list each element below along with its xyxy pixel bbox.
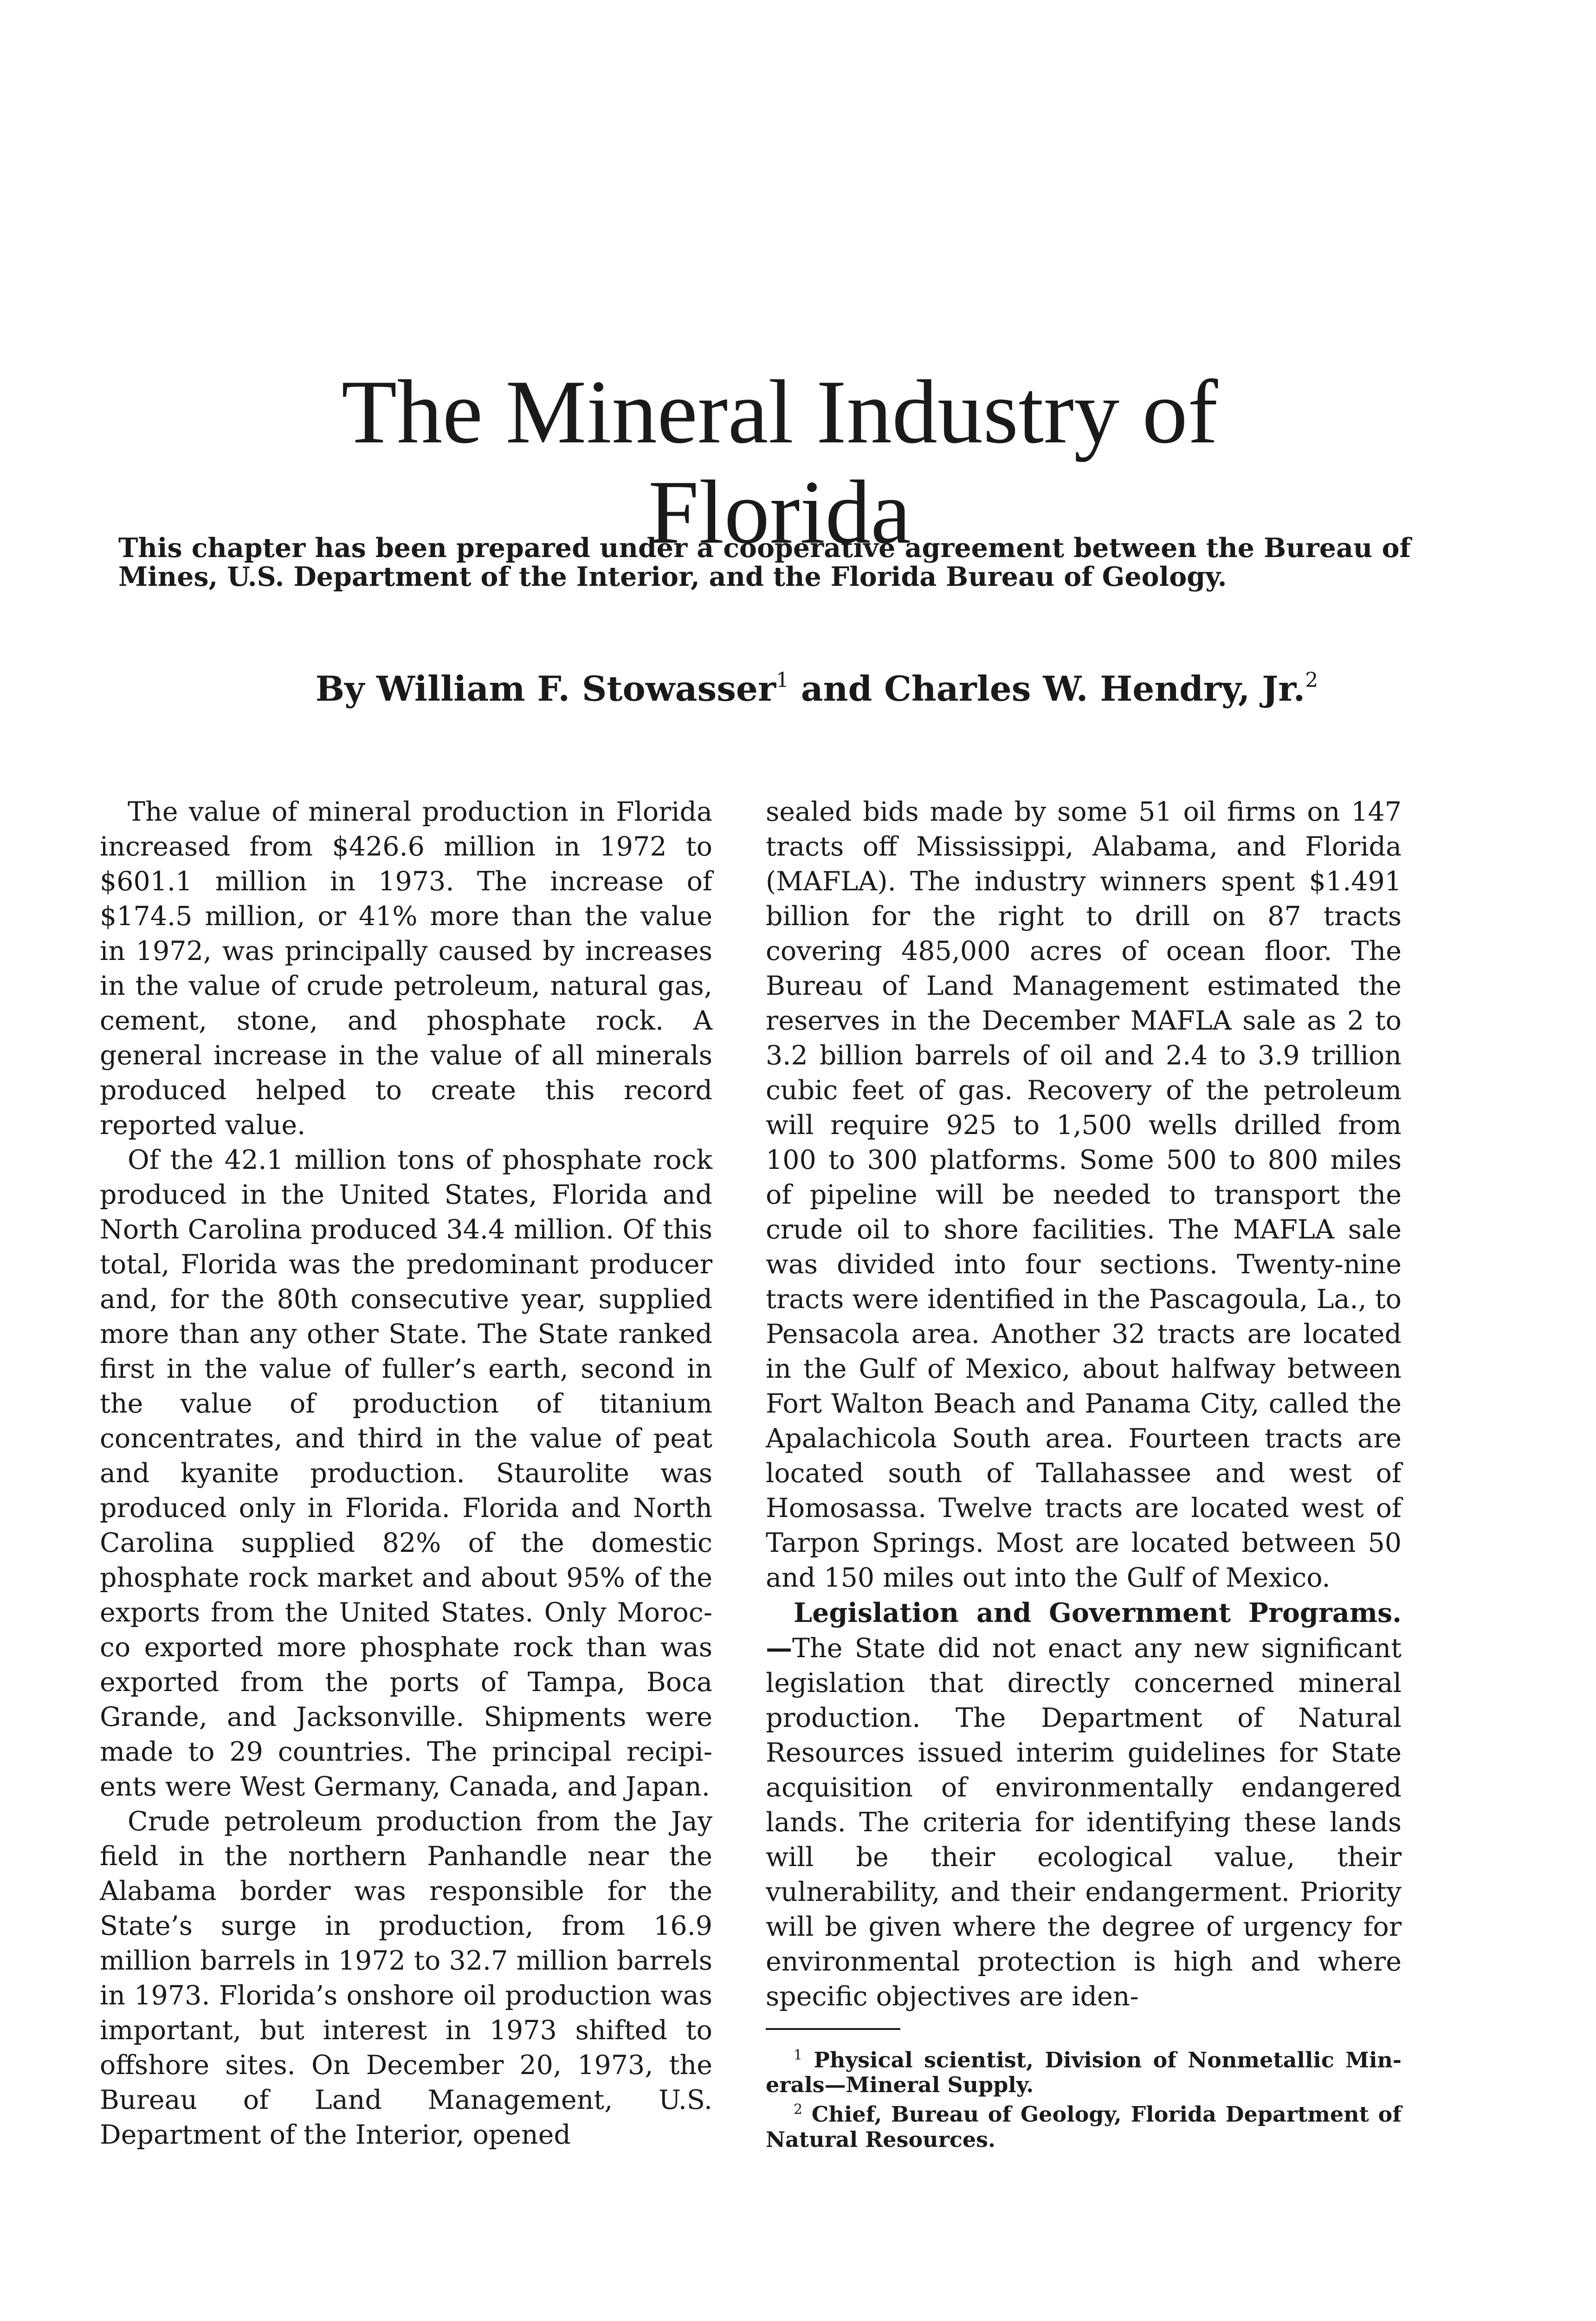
author-footnote-mark-1: 1 [775,668,789,692]
paragraph-crude-petroleum: Crude petroleum production from the Jay field in the northern Panhandle near the Alabama border was responsible for the State’s surge in production, from 16.9 million barrels in 1972 to 32.7 million barrels in 1973. Florida’s onshore oil production was important, but interest in 1973 shifted to offshore sites. On December 20, 1973, the Bureau of Land Management, U.S. Department of the Interior, opened [100,1806,712,2150]
footnote-text-1: Physical scientist, Division of Nonmetallic Minerals—Mineral Supply. [766,2047,1402,2098]
footnote-text-2: Chief, Bureau of Geology, Florida Department of Natural Resources. [766,2101,1402,2152]
byline-and: and [788,669,884,709]
byline [283,661,1350,710]
footnote-mark-2: 2 [794,2101,803,2118]
legislation-heading: Legislation and Government Programs.— [766,1597,1402,1664]
left-column [100,795,712,2152]
footnote-rule [766,2028,900,2030]
footnote-2 [766,2097,1402,2152]
paragraph-phosphate: Of the 42.1 million tons of phosphate rock produced in the United States, Florida and North Carolina produced 34.4 million. Of this total, Florida was the predominant producer and, for the 80th consecutive year, supplied more than any other State. The State ranked first in the value of fuller’s earth, second in the value of production of titanium concentrates, and third in the value of peat and kyanite production. Staurolite was produced only in Florida. Florida and North Carolina supplied 82% of the domestic phosphate rock market and about 95% of the exports from the United States. Only Morocco exported more phosphate rock than was exported from the ports of Tampa, Boca Grande, and Jacksonville. Shipments were made to 29 countries. The principal recipients were West Germany, Canada, and Japan. [100,1145,712,1802]
cooperative-agreement-note: This chapter has been prepared under a cooperative agreement between the Bureau of Mines, U.S. Department of the Interior, and the Florida Bureau of Geology. [118,532,1411,592]
paragraph-legislation [766,1595,1402,2014]
author-stowasser: William F. Stowasser [376,669,776,709]
author-footnote-mark-2: 2 [1305,668,1318,692]
legislation-text: The State did not enact any new significant legislation that directly concerned mineral production. The Department of Natural Resources issued interim guidelines for State acquisition of environmentally endangered lands. The criteria for identifying these lands will be their ecological value, their vulnerability, and their endangerment. Priority will be given where the degree of urgency for environmental protection is high and where specific objectives are iden- [766,1633,1402,2012]
author-hendry: Charles W. Hendry, Jr. [884,669,1305,709]
footnote-mark-1: 1 [794,2047,803,2063]
paragraph-mafla-continuation: sealed bids made by some 51 oil firms on 147 tracts off Mississippi, Alabama, and Florida (MAFLA). The industry winners spent $1.491 billion for the right to drill on 87 tracts covering 485,000 acres of ocean floor. The Bureau of Land Management estimated the reserves in the December MAFLA sale as 2 to 3.2 billion barrels of oil and 2.4 to 3.9 trillion cubic feet of gas. Recovery of the petroleum will require 925 to 1,500 wells drilled from 100 to 300 platforms. Some 500 to 800 miles of pipeline will be needed to transport the crude oil to shore facilities. The MAFLA sale was divided into four sections. Twenty-nine tracts were identified in the Pascagoula, La., to Pensacola area. Another 32 tracts are located in the Gulf of Mexico, about halfway between Fort Walton Beach and Panama City, called the Apalachicola South area. Fourteen tracts are located south of Tallahassee and west of Homosassa. Twelve tracts are located west of Tarpon Springs. Most are located between 50 and 150 miles out into the Gulf of Mexico. [766,797,1402,1593]
paragraph-production-value: The value of mineral production in Florida increased from $426.6 million in 1972 to $601.1 million in 1973. The increase of $174.5 million, or 41% more than the value in 1972, was principally caused by increases in the value of crude petroleum, natural gas, cement, stone, and phosphate rock. A general increase in the value of all minerals produced helped to create this record reported value. [100,797,712,1141]
byline-prefix: By [315,669,377,709]
right-column [766,795,1402,2152]
chapter-title: The Mineral Industry of Florida [341,362,1218,563]
footnote-1 [766,2043,1402,2097]
